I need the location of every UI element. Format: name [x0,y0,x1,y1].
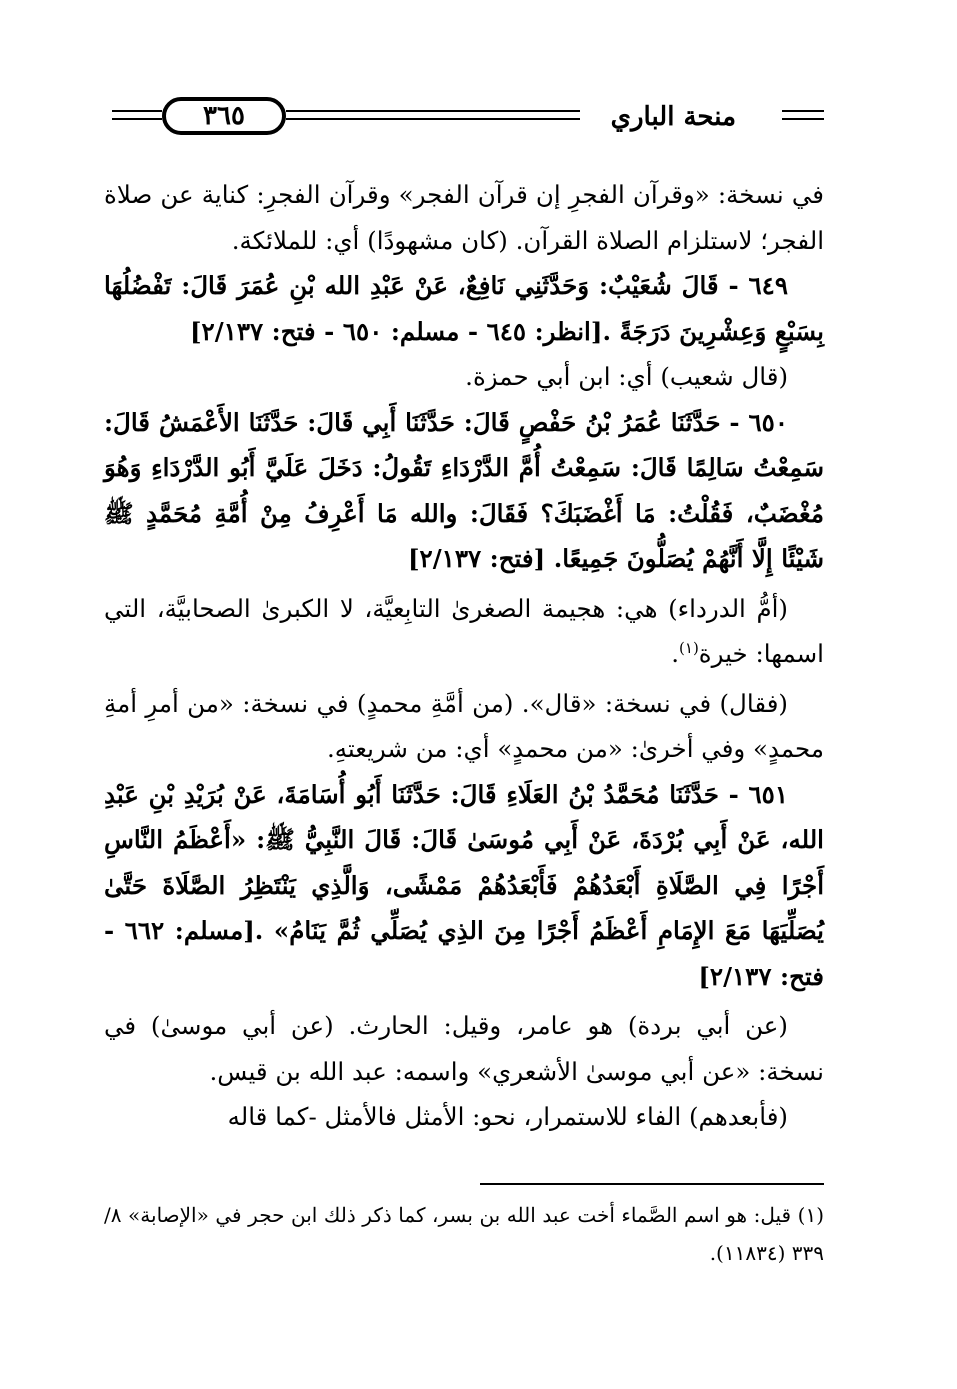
header-rule-middle [286,118,580,120]
book-title: منحة الباري [610,102,736,132]
footnote-reference: (١) [679,638,699,657]
commentary-paragraph: (فقال) في نسخة: «قال». (من أمَّةِ محمدٍ) في نسخة: «من أمرِ أمةِ محمدٍ» وفي أخرىٰ: «من محمدٍ» أي: من شريعتهِ. [104,688,824,763]
hadith-paragraph: ٦٥١ - حَدَّثَنَا مُحَمَّدُ بْنُ العَلَاءِ قَالَ: حَدَّثَنَا أَبُو أُسَامَةَ، عَنْ بُرَيْدِ بْنِ عَبْدِ الله، عَنْ أَبِي بُرْدَةَ، عَنْ أَبِي مُوسَىٰ قَالَ: قَالَ النَّبِيُّ ﷺ: «أَعْظَمُ النَّاسِ أَجْرًا فِي الصَّلَاةِ أَبْعَدُهُمْ فَأَبْعَدُهُمْ مَمْشًى، وَالَّذِي يَنْتَظِرُ الصَّلَاةَ حَتَّىٰ يُصَلِّيَهَا مَعَ الإِمَامِ أَعْظَمُ أَجْرًا مِنَ الذِي يُصَلِّي ثُمَّ يَنَامُ» .[مسلم: ٦٦٢ - فتح: ٢/١٣٧] [104,779,824,991]
commentary-paragraph: في نسخة: «وقرآن الفجرِ إن قرآن الفجر» وقرآن الفجرِ: كناية عن صلاة الفجر؛ لاستلزام الصلاة القرآن. (كان مشهودًا) أي: للملائكة. [104,180,824,255]
commentary-paragraph: (فأبعدهم) الفاء للاستمرار، نحو: الأمثل فالأمثل -كما قاله [227,1102,788,1131]
header-rule-right [782,118,824,120]
footnote-text: (١) قيل: هو اسم الصَّماء أخت عبد الله بن بسر، كما ذكر ذلك ابن حجر في «الإصابة» ٨/ ٣٣٩ (١١٨٣٤). [104,1203,824,1265]
header-rule-left [112,110,162,112]
commentary-text: (أمُّ الدرداء) هي: هجيمة الصغرىٰ التابِعيَّة، لا الكبرىٰ الصحابيَّة، التي اسمها: خيرة [104,593,824,668]
page-header [112,94,824,140]
main-text [104,172,824,1140]
commentary-paragraph: (عن أبي بردة) هو عامر، وقيل: الحارث. (عن أبي موسىٰ) في نسخة: «عن أبي موسىٰ الأشعري» واسمه: عبد الله بن قيس. [104,1011,824,1086]
commentary-paragraph: (قال شعيب) أي: ابن أبي حمزة. [465,362,788,391]
hadith-paragraph: ٦٤٩ - قَالَ شُعَيْبٌ: وَحَدَّثَنِي نَافِعٌ، عَنْ عَبْدِ الله بْنِ عُمَرَ قَالَ: تَفْضُلُهَا بِسَبْعٍ وَعِشْرِينَ دَرَجَةً .[انظر: ٦٤٥ - مسلم: ٦٥٠ - فتح: ٢/١٣٧] [104,271,824,346]
header-rule-right [782,110,824,112]
page-number: ٣٦٥ [203,101,245,131]
commentary-paragraph [104,586,824,677]
header-rule-middle [286,110,580,112]
commentary-text: . [671,639,680,668]
footnote [104,1196,824,1272]
header-rule-left [112,118,162,120]
hadith-paragraph: ٦٥٠ - حَدَّثَنَا عُمَرُ بْنُ حَفْصٍ قَالَ: حَدَّثَنَا أَبِي قَالَ: حَدَّثَنَا الأَعْمَشُ قَالَ: سَمِعْتُ سَالِمًا قَالَ: سَمِعْتُ أُمَّ الدَّرْدَاءِ تَقُولُ: دَخَلَ عَلَيَّ أَبُو الدَّرْدَاءِ وَهُوَ مُغْضَبٌ، فَقُلْتُ: مَا أَغْضَبَكَ؟ فَقَالَ: والله مَا أَعْرِفُ مِنْ أُمَّةِ مُحَمَّدٍ ﷺ شَيْئًا إِلَّا أَنَّهُمْ يُصَلُّونَ جَمِيعًا. [فتح: ٢/١٣٧] [104,407,824,573]
page-number-badge [162,97,286,135]
footnote-separator [480,1183,824,1185]
